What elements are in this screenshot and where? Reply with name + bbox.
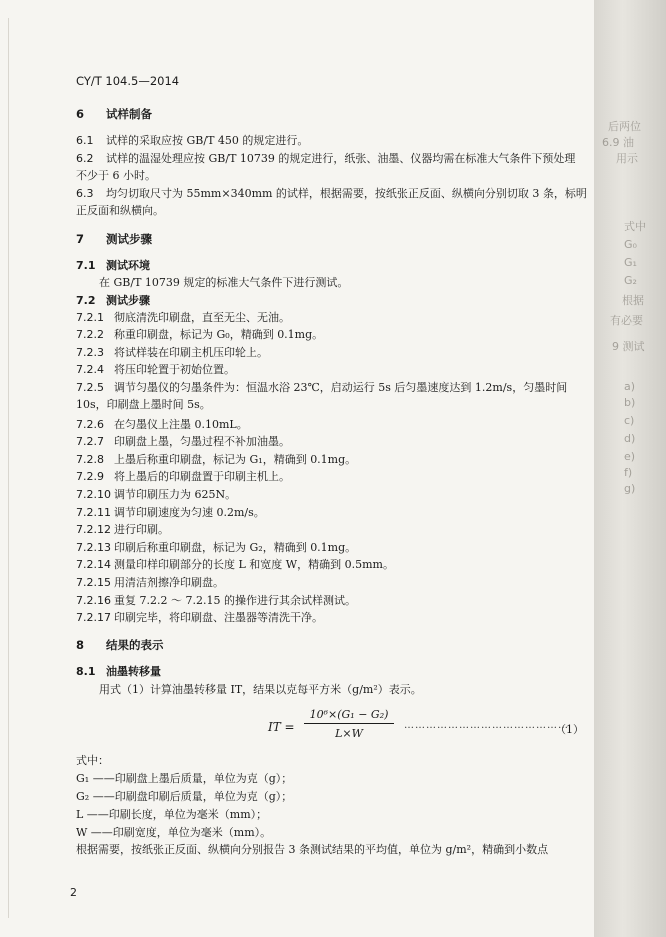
formula-numerator: 10⁶×(G₁ − G₂): [304, 708, 394, 724]
step-7-2-9: 7.2.9 将上墨后的印刷盘置于印刷主机上。: [76, 470, 290, 483]
step-7-2-3: 7.2.3 将试样装在印刷主机压印轮上。: [76, 346, 268, 359]
binding-edge: [8, 18, 9, 918]
closing-paragraph: 根据需要，按纸张正反面、纵横向分别报告 3 条测试结果的平均值，单位为 g/m²，精确到小数点: [76, 843, 549, 856]
where-item: L ——印刷长度，单位为毫米（mm）；: [76, 808, 268, 821]
bleed-text: G₀: [624, 238, 637, 251]
clause-6-2-cont: 不少于 6 小时。: [76, 169, 156, 182]
bleed-text: 9 测试: [612, 340, 645, 353]
equation-number: （1）: [555, 723, 584, 736]
clause-6-3-cont: 正反面和纵横向。: [76, 204, 164, 217]
step-7-2-4: 7.2.4 将压印轮置于初始位置。: [76, 363, 235, 376]
formula-denominator: L×W: [335, 727, 363, 740]
step-7-2-8: 7.2.8 上墨后称重印刷盘，标记为 G₁，精确到 0.1mg。: [76, 453, 357, 466]
bleed-text: a): [624, 380, 636, 393]
step-7-2-15: 7.2.15 用清洁剂擦净印刷盘。: [76, 576, 224, 589]
bleed-text: 有必要: [610, 314, 643, 327]
bleed-text: b): [624, 396, 636, 409]
step-7-2-5: 7.2.5 调节匀墨仪的匀墨条件为：恒温水浴 23℃，启动运行 5s 后匀墨速度达到 1.2m/s，匀墨时间: [76, 381, 568, 394]
formula-lhs: IT =: [268, 720, 295, 734]
step-7-2-17: 7.2.17 印刷完毕，将印刷盘、注墨器等清洗干净。: [76, 611, 323, 624]
bleed-text: g): [624, 482, 636, 495]
step-7-2-10: 7.2.10 调节印刷压力为 625N。: [76, 488, 237, 501]
clause-8-1-text: 用式（1）计算油墨转移量 IT，结果以克每平方米（g/m²）表示。: [99, 683, 422, 696]
step-7-2-7: 7.2.7 印刷盘上墨，匀墨过程不补加油墨。: [76, 435, 290, 448]
where-item: G₁ ——印刷盘上墨后质量，单位为克（g）；: [76, 772, 293, 785]
bleed-text: 后两位: [608, 120, 641, 133]
clause-6-1: 6.1 试样的采取应按 GB/T 450 的规定进行。: [76, 134, 309, 147]
step-7-2-5-cont: 10s，印刷盘上墨时间 5s。: [76, 398, 211, 411]
standard-code: CY/T 104.5—2014: [76, 74, 180, 88]
step-7-2-1: 7.2.1 彻底清洗印刷盘，直至无尘、无油。: [76, 311, 290, 324]
step-7-2-16: 7.2.16 重复 7.2.2 ～ 7.2.15 的操作进行其余试样测试。: [76, 594, 356, 607]
bleed-text: e): [624, 450, 636, 463]
bleed-text: 用示: [616, 152, 638, 165]
clause-6-2: 6.2 试样的温湿处理应按 GB/T 10739 的规定进行，纸张、油墨、仪器均需在标准大气条件下预处理: [76, 152, 576, 165]
bleed-text: f): [624, 466, 633, 479]
clause-7-1-text: 在 GB/T 10739 规定的标准大气条件下进行测试。: [99, 276, 349, 289]
section-8-heading: 8 结果的表示: [76, 638, 164, 652]
bleed-text: 6.9 油: [602, 136, 634, 149]
clause-6-3: 6.3 均匀切取尺寸为 55mm×340mm 的试样，根据需要，按纸张正反面、纵横向分别切取 3 条，标明: [76, 187, 587, 200]
section-7-2-heading: 7.2 测试步骤: [76, 294, 150, 307]
step-7-2-13: 7.2.13 印刷后称重印刷盘，标记为 G₂，精确到 0.1mg。: [76, 541, 357, 554]
formula-fraction: [304, 708, 394, 740]
formula-leader-dots: ………………………………………: [404, 720, 569, 731]
step-7-2-14: 7.2.14 测量印样印刷部分的长度 L 和宽度 W，精确到 0.5mm。: [76, 558, 394, 571]
section-7-1-heading: 7.1 测试环境: [76, 259, 150, 272]
ink-transfer-formula: [268, 708, 588, 748]
bleed-text: G₂: [624, 274, 637, 287]
where-item: G₂ ——印刷盘印刷后质量，单位为克（g）；: [76, 790, 293, 803]
bleed-text: 式中: [624, 220, 646, 233]
section-8-1-heading: 8.1 油墨转移量: [76, 665, 161, 678]
adjacent-page-edge: [594, 0, 666, 937]
step-7-2-6: 7.2.6 在匀墨仪上注墨 0.10mL。: [76, 418, 248, 431]
step-7-2-2: 7.2.2 称重印刷盘，标记为 G₀，精确到 0.1mg。: [76, 328, 324, 341]
bleed-text: 根据: [622, 294, 644, 307]
section-6-heading: 6 试样制备: [76, 107, 152, 121]
bleed-text: d): [624, 432, 636, 445]
step-7-2-12: 7.2.12 进行印刷。: [76, 523, 169, 536]
bleed-text: c): [624, 414, 635, 427]
page-number: 2: [70, 886, 77, 899]
bleed-text: G₁: [624, 256, 637, 269]
where-item: W ——印刷宽度，单位为毫米（mm）。: [76, 826, 272, 839]
where-label: 式中：: [76, 754, 109, 767]
step-7-2-11: 7.2.11 调节印刷速度为匀速 0.2m/s。: [76, 506, 265, 519]
section-7-heading: 7 测试步骤: [76, 232, 152, 246]
